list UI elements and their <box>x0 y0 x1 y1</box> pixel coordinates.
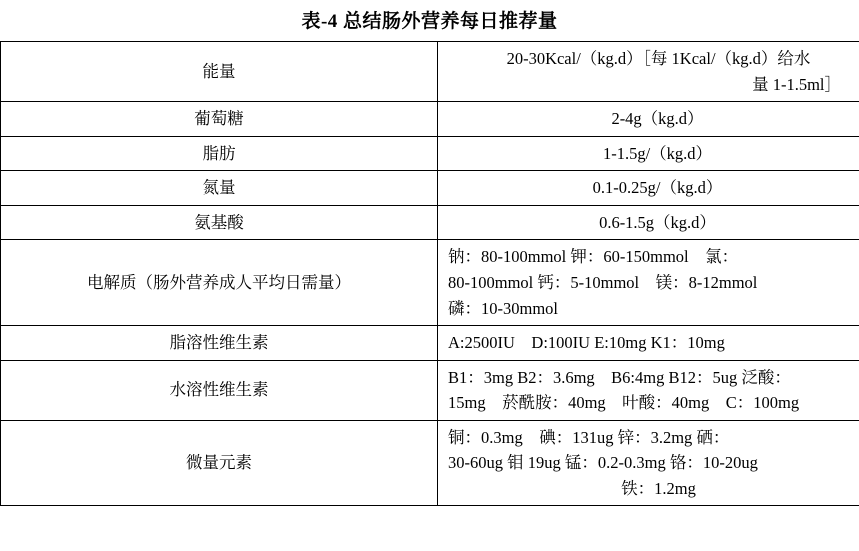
row-value-line: 2-4g（kg.d） <box>611 109 704 129</box>
row-value-line: 20-30Kcal/（kg.d）［每 1Kcal/（kg.d）给水 <box>506 49 811 68</box>
row-value <box>438 240 859 326</box>
row-value-line: 量 1-1.5ml］ <box>752 74 841 94</box>
row-value-line: 80-100mmol 钙：5-10mmol 镁：8-12mmol <box>448 272 758 292</box>
row-label: 微量元素 <box>1 420 438 506</box>
row-label: 氨基酸 <box>1 205 438 240</box>
row-label: 氮量 <box>1 171 438 206</box>
row-value <box>438 136 859 171</box>
row-label: 葡萄糖 <box>1 102 438 137</box>
row-value-line: 15mg 菸酰胺：40mg 叶酸：40mg C：100mg <box>448 393 800 413</box>
row-value <box>438 360 859 420</box>
table-row <box>1 420 859 506</box>
row-label: 电解质（肠外营养成人平均日需量） <box>1 240 438 326</box>
row-value <box>438 326 859 361</box>
row-value-line: 30-60ug 钼 19ug 锰：0.2-0.3mg 铬：10-20ug <box>448 453 758 473</box>
row-label: 能量 <box>1 42 438 102</box>
row-value <box>438 420 859 506</box>
table-row <box>1 360 859 420</box>
row-label: 脂肪 <box>1 136 438 171</box>
table-row <box>1 102 859 137</box>
row-value <box>438 102 859 137</box>
row-value-line: 铜：0.3mg 碘：131ug 锌：3.2mg 硒： <box>448 427 730 447</box>
table-row <box>1 326 859 361</box>
page-title: 表-4 总结肠外营养每日推荐量 <box>301 11 558 32</box>
row-value-line: B1：3mg B2：3.6mg B6:4mg B12：5ug 泛酸： <box>448 367 791 387</box>
row-value <box>438 171 859 206</box>
table-row <box>1 205 859 240</box>
table-row <box>1 136 859 171</box>
row-label: 脂溶性维生素 <box>1 326 438 361</box>
row-value-line: 0.1-0.25g/（kg.d） <box>592 178 723 198</box>
row-label: 水溶性维生素 <box>1 360 438 420</box>
nutrition-recommendation-table <box>0 41 859 506</box>
row-value-line: 钠：80-100mmol 钾：60-150mmol 氯： <box>448 247 739 267</box>
row-value <box>438 42 859 102</box>
row-value-line: A:2500IU D:100IU E:10mg K1：10mg <box>448 333 725 353</box>
table-body <box>1 42 859 506</box>
row-value <box>438 205 859 240</box>
row-value-line: 磷：10-30mmol <box>448 298 558 318</box>
table-row <box>1 240 859 326</box>
table-row <box>1 171 859 206</box>
row-value-line: 0.6-1.5g（kg.d） <box>599 212 716 232</box>
row-value-line: 1-1.5g/（kg.d） <box>602 143 713 163</box>
table-row <box>1 42 859 102</box>
row-value-line: 铁：1.2mg <box>621 478 696 498</box>
